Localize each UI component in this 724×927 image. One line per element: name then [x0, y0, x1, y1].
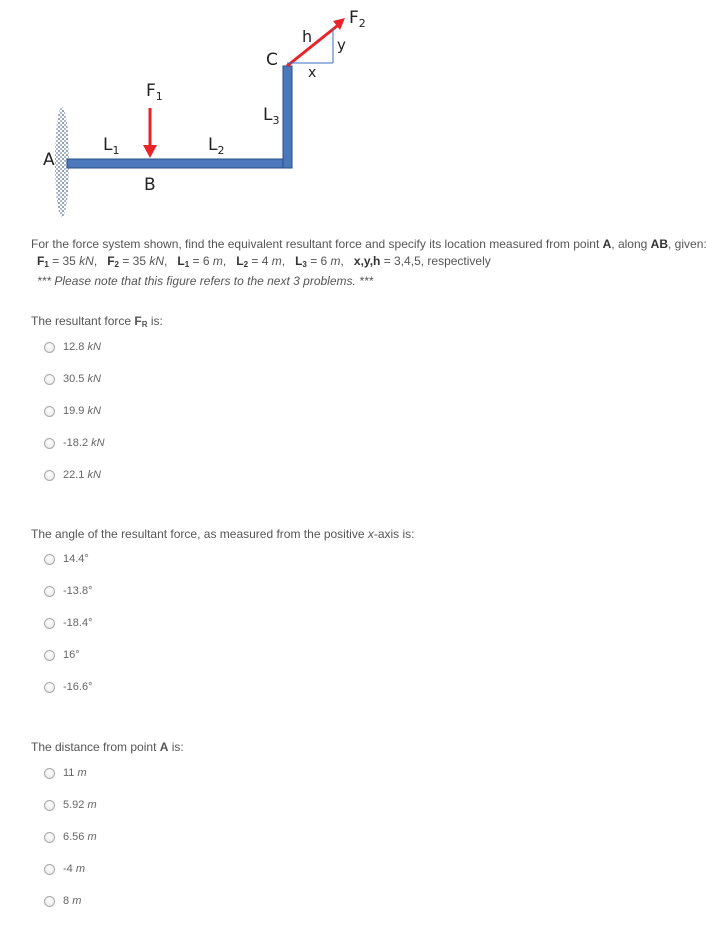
given-f2: $F_2 = 35$ kN,	[107, 254, 168, 269]
radio-button[interactable]	[44, 406, 55, 417]
option-radio[interactable]: 22.1 kN	[44, 469, 101, 481]
label-f2: $F_2$	[349, 8, 366, 30]
option-radio[interactable]: 6.56 m	[44, 831, 97, 843]
problem-given-values	[31, 253, 721, 273]
option-radio[interactable]: 8 m	[44, 895, 81, 907]
radio-button[interactable]	[44, 864, 55, 875]
force-f1-arrow	[143, 108, 157, 158]
option-radio[interactable]: -18.4°	[44, 617, 92, 629]
option-radio[interactable]: -13.8°	[44, 585, 92, 597]
given-l3: $L_3 = 6$ m,	[295, 254, 344, 269]
radio-button[interactable]	[44, 682, 55, 693]
option-radio[interactable]: 16°	[44, 649, 80, 661]
radio-button[interactable]	[44, 618, 55, 629]
radio-button[interactable]	[44, 438, 55, 449]
question-angle: The angle of the resultant force, as measured from the positive x-axis is:	[31, 527, 415, 541]
problem-statement	[31, 236, 721, 290]
option-radio[interactable]: 14.4°	[44, 553, 89, 565]
given-f1: $F_1 = 35$ kN,	[37, 254, 98, 269]
label-h: h	[302, 27, 313, 46]
option-radio[interactable]: 12.8 kN	[44, 341, 101, 353]
option-radio[interactable]: -16.6°	[44, 681, 92, 693]
beam	[67, 66, 292, 168]
option-radio[interactable]: 5.92 m	[44, 799, 97, 811]
label-a: A	[43, 150, 55, 170]
option-radio[interactable]: 11 m	[44, 767, 87, 779]
given-l2: $L_2 = 4$ m,	[236, 254, 286, 269]
label-y: y	[337, 36, 346, 54]
radio-button[interactable]	[44, 650, 55, 661]
radio-button[interactable]	[44, 832, 55, 843]
label-f1: $F_1$	[146, 81, 163, 103]
option-radio[interactable]: -18.2 kN	[44, 437, 105, 449]
radio-button[interactable]	[44, 554, 55, 565]
label-b: B	[144, 175, 156, 195]
option-radio[interactable]: 19.9 kN	[44, 405, 101, 417]
option-radio[interactable]: -4 m	[44, 863, 85, 875]
radio-button[interactable]	[44, 896, 55, 907]
label-l2: $L_2$	[208, 135, 225, 157]
force-system-diagram	[0, 0, 724, 230]
problem-intro: For the force system shown, find the equivalent resultant force and specify its location measured from point A, along AB, given:	[31, 237, 707, 251]
label-c: C	[266, 50, 278, 70]
label-x: x	[308, 65, 317, 81]
label-l3: $L_3$	[263, 105, 280, 127]
given-xyh: x,y,h = 3,4,5, respectively	[353, 254, 491, 268]
problem-note: *** Please note that this figure refers to the next 3 problems. ***	[37, 274, 374, 288]
option-radio[interactable]: 30.5 kN	[44, 373, 101, 385]
radio-button[interactable]	[44, 342, 55, 353]
radio-button[interactable]	[44, 768, 55, 779]
radio-button[interactable]	[44, 374, 55, 385]
label-l1: $L_1$	[103, 135, 120, 157]
radio-button[interactable]	[44, 470, 55, 481]
question-resultant-force: The resultant force $F_R$ is:	[31, 314, 163, 329]
radio-button[interactable]	[44, 800, 55, 811]
given-l1: $L_1 = 6$ m,	[177, 254, 227, 269]
radio-button[interactable]	[44, 586, 55, 597]
question-distance: The distance from point A is:	[31, 740, 184, 754]
